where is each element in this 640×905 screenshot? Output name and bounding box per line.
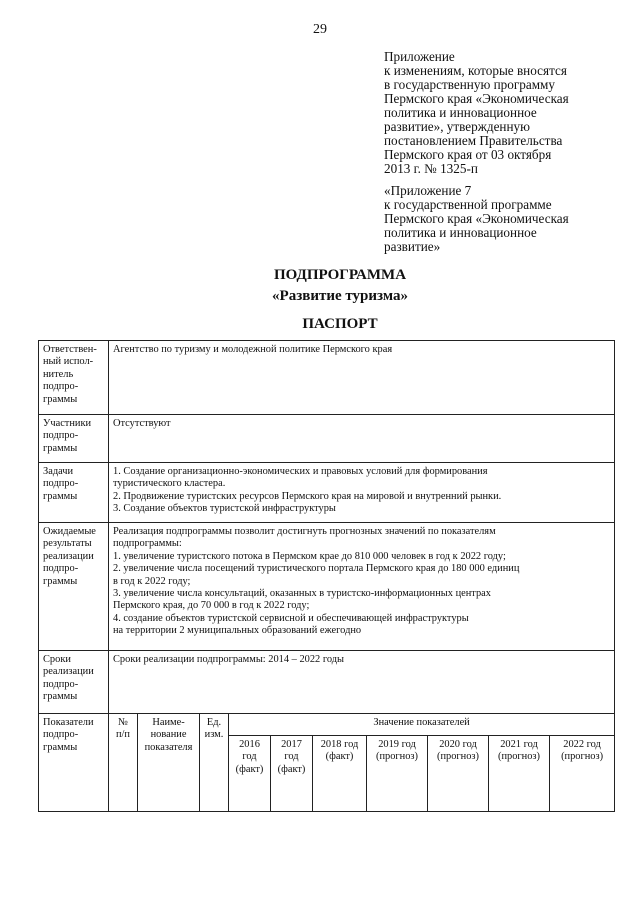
appendix-line: Пермского края «Экономическая xyxy=(384,91,569,106)
content-line: 3. Создание объектов туристской инфраструктуры xyxy=(113,503,336,515)
appendix-line: к изменениям, которые вносятся xyxy=(384,63,567,78)
row-content xyxy=(109,523,615,651)
content-line: 4. создание объектов туристской сервисной и обеспечивающей инфраструктуры xyxy=(113,612,469,624)
document-subtitle: «Развитие туризма» xyxy=(272,288,408,304)
content-line: Сроки реализации подпрограммы: 2014 – 2022 годы xyxy=(113,654,345,665)
appendix-line: Приложение xyxy=(384,49,455,64)
appendix-7-note xyxy=(384,184,614,254)
appendix-line: в государственную программу xyxy=(384,77,555,92)
column-header-unit: Ед. изм. xyxy=(200,714,229,812)
appendix-line: Пермского края «Экономическая xyxy=(384,211,569,226)
table-row xyxy=(39,523,615,651)
content-line: на территории 2 муниципальных образований ежегодно xyxy=(113,625,362,637)
document-title: ПОДПРОГРАММА xyxy=(273,267,407,283)
content-line: 3. увеличение числа консультаций, оказанных в туристско-информационных центрах xyxy=(113,588,491,600)
content-line: 1. Создание организационно-экономических и правовых условий для формирования xyxy=(113,466,488,477)
column-header-year: 2019 год (прогноз) xyxy=(367,736,428,812)
row-content xyxy=(109,463,615,523)
row-label: Задачи подпро- граммы xyxy=(39,463,109,523)
table-row xyxy=(39,714,615,736)
table-row xyxy=(39,463,615,523)
content-line: 2. Продвижение туристских ресурсов Пермского края на мировой и внутренний рынки. xyxy=(113,490,502,502)
column-header-year: 2016 год (факт) xyxy=(229,736,271,812)
content-line: в год к 2022 году; xyxy=(113,575,191,587)
row-content xyxy=(109,415,615,463)
row-label: Ожидаемые результаты реализации подпро- граммы xyxy=(39,523,109,651)
column-header-year: 2018 год (факт) xyxy=(313,736,367,812)
page-number: 29 xyxy=(313,22,327,37)
appendix-line: политика и инновационное xyxy=(384,225,537,240)
table-row xyxy=(39,415,615,463)
row-label: Участники подпро- граммы xyxy=(39,415,109,463)
row-content xyxy=(109,341,615,415)
column-header-number: № п/п xyxy=(109,714,138,812)
content-line: 2. увеличение числа посещений туристического портала Пермского края до 180 000 единиц xyxy=(113,563,520,575)
appendix-line: постановлением Правительства xyxy=(384,133,563,148)
row-label: Показатели подпро- граммы xyxy=(39,714,109,812)
column-header-year: 2022 год (прогноз) xyxy=(550,736,615,812)
content-line: Отсутствуют xyxy=(113,418,171,429)
content-line: Пермского края, до 70 000 в год к 2022 году; xyxy=(113,600,310,612)
column-header-values: Значение показателей xyxy=(229,714,615,736)
appendix-line: Пермского края от 03 октября xyxy=(384,147,552,162)
appendix-line: 2013 г. № 1325-п xyxy=(384,161,478,176)
content-line: 1. увеличение туристского потока в Пермском крае до 810 000 человек в год к 2022 году; xyxy=(113,550,506,562)
content-line: подпрограммы: xyxy=(113,538,182,550)
column-header-year: 2020 год (прогноз) xyxy=(428,736,489,812)
appendix-line: развитие» xyxy=(384,239,441,254)
appendix-line: развитие», утвержденную xyxy=(384,119,530,134)
column-header-name: Наиме- нование показателя xyxy=(138,714,200,812)
content-line: туристического кластера. xyxy=(113,478,226,490)
appendix-note xyxy=(384,50,614,176)
passport-table xyxy=(38,340,615,812)
section-title: ПАСПОРТ xyxy=(302,316,378,332)
row-label: Сроки реализации подпро- граммы xyxy=(39,651,109,714)
appendix-line: к государственной программе xyxy=(384,197,552,212)
column-header-year: 2021 год (прогноз) xyxy=(489,736,550,812)
content-line: Агентство по туризму и молодежной политике Пермского края xyxy=(113,344,393,355)
appendix-line: «Приложение 7 xyxy=(384,183,472,198)
row-label: Ответствен- ный испол- нитель подпро- граммы xyxy=(39,341,109,415)
content-line: Реализация подпрограммы позволит достигнуть прогнозных значений по показателям xyxy=(113,526,496,537)
table-row xyxy=(39,651,615,714)
column-header-year: 2017 год (факт) xyxy=(271,736,313,812)
table-row xyxy=(39,341,615,415)
row-content xyxy=(109,651,615,714)
appendix-line: политика и инновационное xyxy=(384,105,537,120)
